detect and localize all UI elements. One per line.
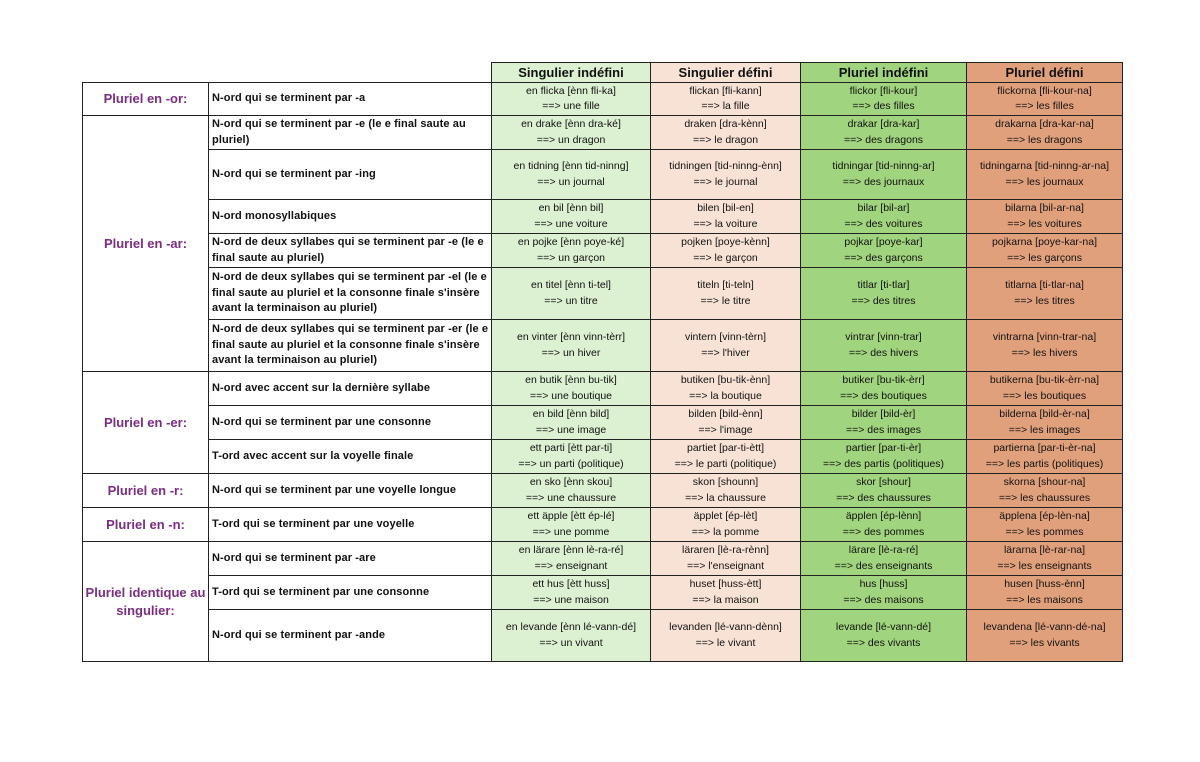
translation: ==> des enseignants (834, 559, 933, 572)
singulier-indefini-cell (492, 268, 651, 320)
word-form: husen [huss-ènn] (1004, 578, 1085, 590)
word-form: tidningen [tid-ninng-ènn] (669, 160, 782, 172)
singulier-indefini-cell (492, 542, 651, 576)
translation: ==> le parti (politique) (674, 457, 777, 470)
word-form: vintern [vinn-tèrn] (684, 331, 767, 343)
row-description: T-ord qui se terminent par une consonne (209, 576, 492, 610)
singulier-defini-cell (651, 610, 801, 662)
pluriel-indefini-cell (801, 440, 967, 474)
singulier-defini-cell (651, 440, 801, 474)
translation: ==> le titre (700, 294, 751, 307)
pluriel-defini-cell (967, 406, 1123, 440)
header-singulier-defini: Singulier défini (651, 63, 801, 83)
word-form: levandena [lé-vann-dé-na] (983, 621, 1106, 633)
translation: ==> le journal (693, 175, 758, 188)
row-description: N-ord qui se terminent par une voyelle longue (209, 474, 492, 508)
translation: ==> des journaux (842, 175, 925, 188)
word-form: en levande [ènn lé-vann-dé] (505, 621, 637, 633)
singulier-defini-cell (651, 406, 801, 440)
word-form: partierna [par-ti-èr-na] (993, 442, 1096, 454)
singulier-defini-cell (651, 116, 801, 150)
translation: ==> des vivants (846, 636, 921, 649)
group-label: Pluriel en -or: (83, 83, 209, 116)
word-form: en titel [ènn ti-tel] (531, 279, 611, 291)
word-form: drakarna [dra-kar-na] (995, 118, 1094, 130)
word-form: levande [lé-vann-dé] (835, 621, 932, 633)
word-form: ett hus [ètt huss] (532, 578, 610, 590)
pluriel-indefini-cell (801, 372, 967, 406)
translation: ==> le vivant (695, 636, 756, 649)
translation: ==> les journaux (1005, 175, 1084, 188)
pluriel-indefini-cell (801, 576, 967, 610)
singulier-defini-cell (651, 576, 801, 610)
translation: ==> les filles (1015, 100, 1074, 112)
translation: ==> des hivers (848, 346, 919, 359)
singulier-defini-cell (651, 83, 801, 116)
word-form: partier [par-ti-èr] (845, 442, 922, 454)
translation: ==> l'enseignant (686, 559, 765, 572)
singulier-defini-cell (651, 200, 801, 234)
singulier-indefini-cell (492, 150, 651, 200)
word-form: flickorna [fli-kour-na] (997, 84, 1092, 97)
row-description: N-ord avec accent sur la dernière syllabe (209, 372, 492, 406)
singulier-indefini-cell (492, 474, 651, 508)
word-form: en flicka [ènn fli-ka] (526, 84, 616, 97)
word-form: ett äpple [ètt ép-lé] (527, 510, 615, 522)
word-form: en drake [ènn dra-ké] (521, 118, 621, 130)
translation: ==> les garçons (1006, 251, 1082, 264)
word-form: tidningarna [tid-ninng-ar-na] (980, 160, 1109, 172)
table-row (83, 268, 1123, 320)
singulier-indefini-cell (492, 372, 651, 406)
word-form: en lärare [ènn lè-ra-ré] (518, 544, 624, 556)
word-form: drakar [dra-kar] (847, 118, 920, 130)
word-form: pojken [poye-kènn] (681, 236, 770, 248)
pluriel-indefini-cell (801, 150, 967, 200)
translation: ==> un garçon (536, 251, 605, 264)
translation: ==> les enseignants (997, 559, 1092, 572)
singulier-defini-cell (651, 542, 801, 576)
pluriel-defini-cell (967, 372, 1123, 406)
translation: ==> l'image (698, 423, 753, 436)
word-form: äpplena [ép-lèn-na] (999, 510, 1090, 522)
row-description: T-ord qui se terminent par une voyelle (209, 508, 492, 542)
translation: ==> l'hiver (701, 346, 750, 359)
translation: ==> des pommes (842, 525, 925, 538)
word-form: vintrarna [vinn-trar-na] (992, 331, 1097, 343)
group-label: Pluriel en -r: (83, 474, 209, 508)
singulier-defini-cell (651, 474, 801, 508)
translation: ==> les hivers (1011, 346, 1078, 359)
row-description: N-ord de deux syllabes qui se terminent par -er (le e final saute au pluriel et la consonne finale s'insère avant la terminaison au pluriel) (209, 320, 492, 372)
table-row (83, 234, 1123, 268)
singulier-indefini-cell (492, 320, 651, 372)
pluriel-indefini-cell (801, 234, 967, 268)
translation: ==> des maisons (843, 593, 924, 606)
translation: ==> la voiture (693, 217, 758, 230)
table-row (83, 542, 1123, 576)
pluriel-defini-cell (967, 116, 1123, 150)
translation: ==> les partis (politiques) (985, 457, 1104, 470)
pluriel-defini-cell (967, 542, 1123, 576)
table-body (83, 83, 1123, 662)
plural-table (82, 62, 1123, 662)
table-row (83, 372, 1123, 406)
table-row (83, 610, 1123, 662)
word-form: en bild [ènn bild] (532, 408, 610, 420)
translation: ==> les vivants (1009, 636, 1080, 649)
translation: ==> des filles (852, 100, 915, 112)
word-form: flickor [fli-kour] (849, 84, 918, 97)
translation: ==> les dragons (1006, 133, 1083, 146)
word-form: titeln [ti-teln] (697, 279, 754, 291)
singulier-indefini-cell (492, 406, 651, 440)
pluriel-defini-cell (967, 83, 1123, 116)
word-form: butiken [bu-tik-ènn] (680, 374, 771, 386)
translation: ==> les pommes (1005, 525, 1084, 538)
table-row (83, 576, 1123, 610)
pluriel-indefini-cell (801, 268, 967, 320)
translation: ==> les chaussures (998, 491, 1091, 504)
word-form: titlarna [ti-tlar-na] (1005, 279, 1084, 291)
table-row (83, 406, 1123, 440)
word-form: skorna [shour-na] (1003, 476, 1086, 488)
pluriel-defini-cell (967, 474, 1123, 508)
translation: ==> la boutique (689, 389, 762, 402)
word-form: titlar [ti-tlar] (857, 279, 910, 291)
singulier-defini-cell (651, 268, 801, 320)
word-form: en tidning [ènn tid-ninng] (513, 160, 629, 172)
word-form: läraren [lè-ra-rènn] (682, 544, 769, 556)
word-form: pojkar [poye-kar] (844, 236, 923, 248)
translation: ==> un parti (politique) (518, 457, 624, 470)
pluriel-defini-cell (967, 508, 1123, 542)
translation: ==> des chaussures (836, 491, 931, 504)
header-blank-group (83, 63, 209, 83)
translation: ==> un titre (544, 294, 598, 307)
word-form: partiet [par-ti-ètt] (686, 442, 765, 454)
row-description: N-ord qui se terminent par une consonne (209, 406, 492, 440)
translation: ==> des dragons (843, 133, 924, 146)
pluriel-indefini-cell (801, 116, 967, 150)
translation: ==> les titres (1014, 294, 1075, 307)
row-description: N-ord qui se terminent par -ing (209, 150, 492, 200)
singulier-defini-cell (651, 508, 801, 542)
word-form: en sko [ènn skou] (529, 476, 613, 488)
translation: ==> un hiver (541, 346, 601, 359)
group-label: Pluriel en -er: (83, 372, 209, 474)
word-form: bilder [bild-èr] (851, 408, 916, 420)
translation: ==> un dragon (536, 133, 606, 146)
word-form: lärare [lè-ra-ré] (848, 544, 919, 556)
row-description: N-ord qui se terminent par -are (209, 542, 492, 576)
translation: ==> le dragon (692, 133, 759, 146)
singulier-indefini-cell (492, 440, 651, 474)
word-form: butikerna [bu-tik-èrr-na] (989, 374, 1100, 386)
row-description: N-ord qui se terminent par -ande (209, 610, 492, 662)
group-label: Pluriel identique au singulier: (83, 542, 209, 662)
word-form: äpplen [ép-lènn] (845, 510, 922, 522)
translation: ==> le garçon (693, 251, 758, 264)
word-form: äpplet [ép-lèt] (693, 510, 758, 522)
word-form: tidningar [tid-ninng-ar] (832, 160, 935, 172)
table-row (83, 508, 1123, 542)
pluriel-defini-cell (967, 320, 1123, 372)
word-form: bilen [bil-en] (697, 202, 754, 214)
table-row (83, 83, 1123, 116)
translation: ==> une image (535, 423, 607, 436)
translation: ==> la fille (701, 100, 750, 112)
translation: ==> une chaussure (525, 491, 617, 504)
word-form: en vinter [ènn vinn-tèrr] (517, 331, 625, 343)
row-description: N-ord de deux syllabes qui se terminent par -e (le e final saute au pluriel) (209, 234, 492, 268)
word-form: en pojke [ènn poye-ké] (517, 236, 625, 248)
word-form: skon [shounn] (692, 476, 759, 488)
table-row (83, 474, 1123, 508)
word-form: hus [huss] (859, 578, 908, 590)
table-row (83, 150, 1123, 200)
word-form: huset [huss-ètt] (689, 578, 762, 590)
row-description: N-ord monosyllabiques (209, 200, 492, 234)
word-form: ett parti [ètt par-ti] (529, 442, 613, 454)
translation: ==> des voitures (844, 217, 923, 230)
word-form: draken [dra-kènn] (684, 118, 767, 130)
word-form: bilar [bil-ar] (857, 202, 910, 214)
translation: ==> un vivant (539, 636, 603, 649)
word-form: en butik [ènn bu-tik] (525, 374, 617, 386)
row-description: N-ord qui se terminent par -a (209, 83, 492, 116)
translation: ==> une maison (533, 593, 609, 606)
pluriel-indefini-cell (801, 200, 967, 234)
singulier-indefini-cell (492, 234, 651, 268)
pluriel-defini-cell (967, 576, 1123, 610)
pluriel-defini-cell (967, 610, 1123, 662)
group-label: Pluriel en -n: (83, 508, 209, 542)
translation: ==> les boutiques (1002, 389, 1087, 402)
translation: ==> la chaussure (685, 491, 766, 504)
singulier-indefini-cell (492, 200, 651, 234)
pluriel-indefini-cell (801, 83, 967, 116)
table-row (83, 116, 1123, 150)
singulier-indefini-cell (492, 610, 651, 662)
pluriel-defini-cell (967, 440, 1123, 474)
word-form: levanden [lé-vann-dènn] (669, 621, 782, 633)
word-form: bilden [bild-ènn] (688, 408, 763, 420)
row-description: N-ord qui se terminent par -e (le e final saute au pluriel) (209, 116, 492, 150)
word-form: skor [shour] (856, 476, 911, 488)
pluriel-defini-cell (967, 150, 1123, 200)
table-row (83, 200, 1123, 234)
translation: ==> des images (845, 423, 921, 436)
translation: ==> les voitures (1007, 217, 1082, 230)
group-label: Pluriel en -ar: (83, 116, 209, 372)
translation: ==> des partis (politiques) (822, 457, 945, 470)
translation: ==> un journal (537, 175, 605, 188)
word-form: bilderna [bild-èr-na] (999, 408, 1090, 420)
translation: ==> une pomme (532, 525, 610, 538)
singulier-defini-cell (651, 150, 801, 200)
translation: ==> des garçons (844, 251, 923, 264)
header-pluriel-indefini: Pluriel indéfini (801, 63, 967, 83)
translation: ==> les images (1008, 423, 1081, 436)
singulier-indefini-cell (492, 116, 651, 150)
pluriel-indefini-cell (801, 610, 967, 662)
translation: ==> la pomme (691, 525, 760, 538)
pluriel-indefini-cell (801, 320, 967, 372)
translation: ==> une boutique (529, 389, 613, 402)
word-form: bilarna [bil-ar-na] (1005, 202, 1084, 214)
header-row (83, 63, 1123, 83)
translation: ==> enseignant (534, 559, 608, 572)
word-form: butiker [bu-tik-èrr] (842, 374, 925, 386)
word-form: en bil [ènn bil] (538, 202, 604, 214)
singulier-defini-cell (651, 372, 801, 406)
translation: ==> une fille (542, 100, 600, 112)
translation: ==> des boutiques (840, 389, 927, 402)
pluriel-defini-cell (967, 234, 1123, 268)
singulier-defini-cell (651, 234, 801, 268)
header-blank-desc (209, 63, 492, 83)
pluriel-indefini-cell (801, 542, 967, 576)
table-row (83, 440, 1123, 474)
header-pluriel-defini: Pluriel défini (967, 63, 1123, 83)
translation: ==> une voiture (534, 217, 608, 230)
translation: ==> la maison (692, 593, 759, 606)
header-singulier-indefini: Singulier indéfini (492, 63, 651, 83)
word-form: lärarna [lè-rar-na] (1003, 544, 1086, 556)
pluriel-indefini-cell (801, 508, 967, 542)
singulier-indefini-cell (492, 576, 651, 610)
translation: ==> des titres (851, 294, 916, 307)
pluriel-defini-cell (967, 200, 1123, 234)
singulier-indefini-cell (492, 83, 651, 116)
word-form: pojkarna [poye-kar-na] (991, 236, 1098, 248)
row-description: T-ord avec accent sur la voyelle finale (209, 440, 492, 474)
row-description: N-ord de deux syllabes qui se terminent par -el (le e final saute au pluriel et la consonne finale s'insère avant la terminaison au pluriel) (209, 268, 492, 320)
word-form: vintrar [vinn-trar] (845, 331, 922, 343)
singulier-defini-cell (651, 320, 801, 372)
table-row (83, 320, 1123, 372)
word-form: flickan [fli-kann] (689, 84, 762, 97)
singulier-indefini-cell (492, 508, 651, 542)
pluriel-indefini-cell (801, 406, 967, 440)
pluriel-defini-cell (967, 268, 1123, 320)
pluriel-indefini-cell (801, 474, 967, 508)
translation: ==> les maisons (1006, 593, 1083, 606)
